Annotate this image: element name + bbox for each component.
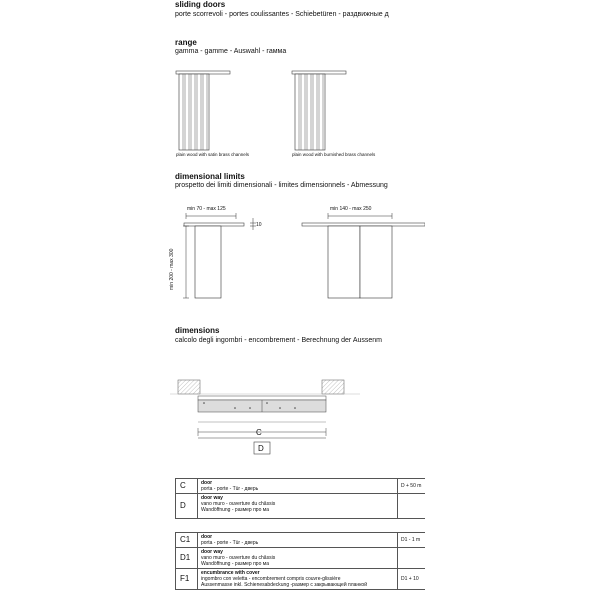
range-caption-1: plain wood with satin brass channels bbox=[176, 152, 250, 157]
double-width-label: min 140 - max 250 bbox=[330, 206, 372, 212]
dimension-c-label: C bbox=[256, 428, 262, 437]
range-caption-2: plain wood with burnished brass channels bbox=[292, 152, 376, 157]
row-desc: Wandöffnung - размер про ма bbox=[201, 507, 269, 513]
table-row bbox=[176, 494, 426, 519]
row-code: C1 bbox=[176, 533, 198, 548]
row-code: F1 bbox=[176, 569, 198, 590]
range-title: range bbox=[175, 38, 197, 47]
row-value: D1 + 10 bbox=[398, 569, 426, 590]
single-width-label: min 70 - max 125 bbox=[187, 206, 226, 212]
page-title: sliding doors bbox=[175, 0, 226, 9]
door-satin-brass-drawing bbox=[176, 71, 230, 150]
table-row bbox=[176, 548, 426, 569]
row-desc: ingombro con veletta - encombrement compris couvre-glissière bbox=[201, 576, 341, 582]
limits-title: dimensional limits bbox=[175, 172, 245, 181]
row-desc: Wandöffnung - размер про ма bbox=[201, 561, 269, 567]
row-value: D1 - 1 m bbox=[398, 533, 426, 548]
row-name: door way bbox=[201, 495, 223, 501]
dimensions-title: dimensions bbox=[175, 326, 220, 335]
table-row bbox=[176, 479, 426, 494]
single-height-label: min 200 - max 300 bbox=[169, 248, 175, 290]
row-desc: Aussenmasse inkl. Schienesabdeckung -размер с закрывающей планкой bbox=[201, 582, 368, 588]
row-desc: porta - porte - Tür - дверь bbox=[201, 540, 259, 546]
row-name: door bbox=[201, 534, 213, 540]
row-code: D1 bbox=[176, 548, 198, 569]
row-desc: vano muro - ouverture du châssis bbox=[201, 501, 276, 507]
row-value: D + 50 m bbox=[398, 479, 426, 494]
table-row bbox=[176, 533, 426, 548]
row-code: C bbox=[176, 479, 198, 494]
limits-subtitle: prospetto dei limiti dimensionali - limites dimensionnels - Abmessung bbox=[175, 182, 388, 189]
row-value bbox=[398, 548, 426, 569]
row-name: door way bbox=[201, 549, 223, 555]
range-drawings bbox=[170, 68, 425, 152]
limits-drawings bbox=[170, 200, 425, 305]
row-desc: porta - porte - Tür - дверь bbox=[201, 486, 259, 492]
door-burnished-brass-drawing bbox=[292, 71, 346, 150]
table-row bbox=[176, 569, 426, 590]
dimension-d-label: D bbox=[258, 444, 264, 453]
top-offset-label: 10 bbox=[256, 222, 262, 228]
dimensions-plan-drawing bbox=[170, 370, 360, 460]
row-name: door bbox=[201, 480, 213, 486]
row-value bbox=[398, 494, 426, 519]
row-code: D bbox=[176, 494, 198, 519]
row-desc: vano muro - ouverture du châssis bbox=[201, 555, 276, 561]
spec-table-2 bbox=[175, 532, 425, 590]
row-name: encumbrance with cover bbox=[201, 570, 260, 576]
page-subtitle: porte scorrevoli - portes coulissantes - Schiebetüren - раздвижные д bbox=[175, 11, 389, 18]
dimensions-subtitle: calcolo degli ingombri - encombrement - Berechnung der Aussenm bbox=[175, 337, 382, 344]
spec-table-1 bbox=[175, 478, 425, 519]
range-subtitle: gamma - gamme - Auswahl - гамма bbox=[175, 48, 287, 55]
